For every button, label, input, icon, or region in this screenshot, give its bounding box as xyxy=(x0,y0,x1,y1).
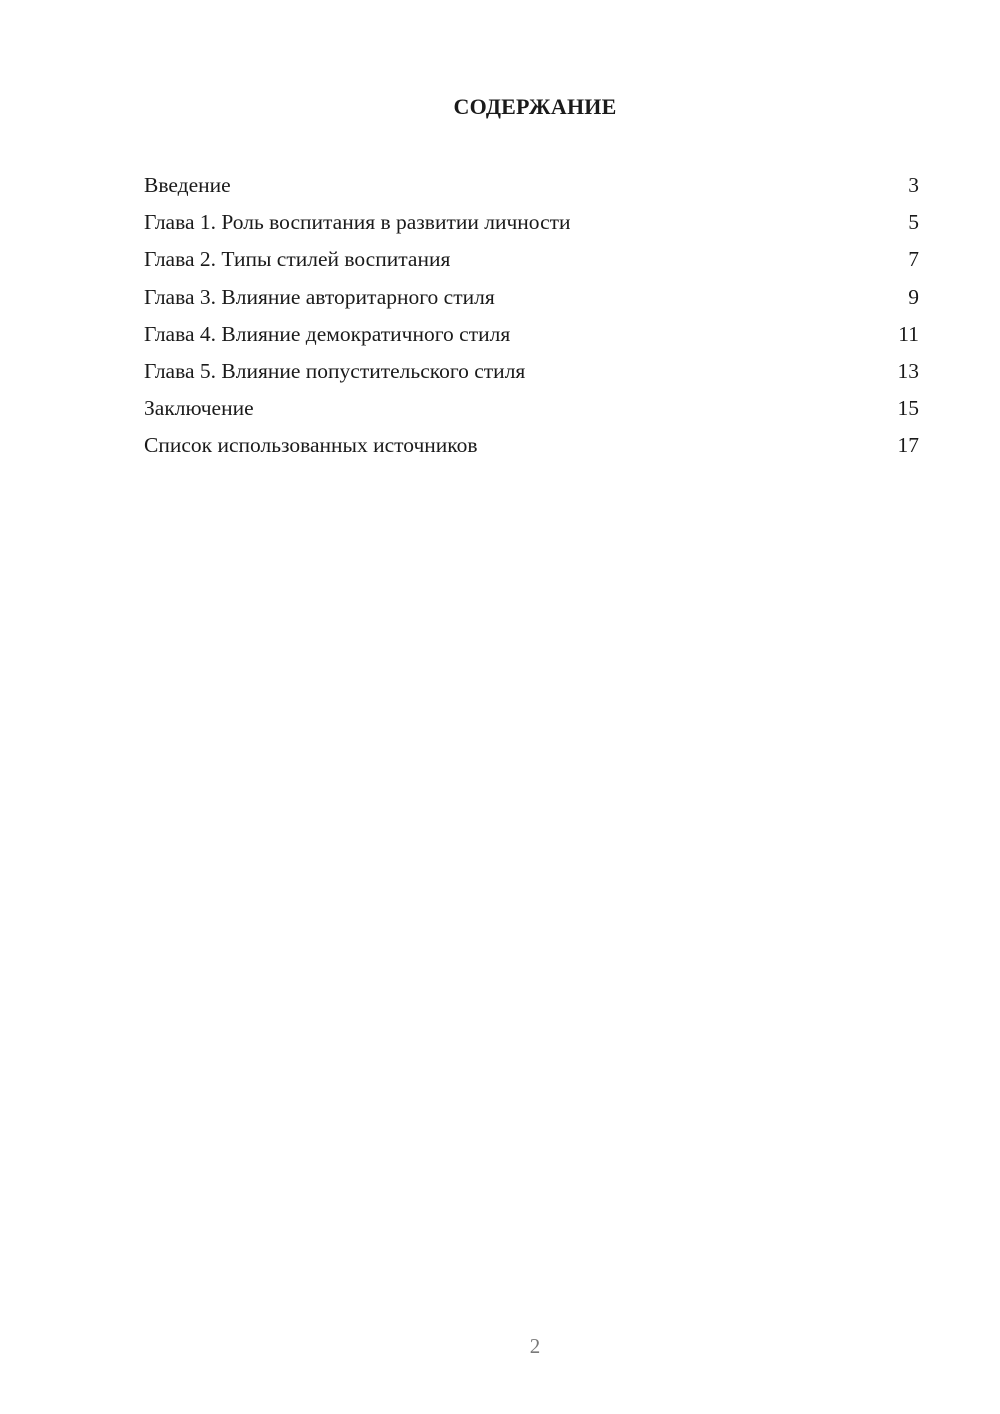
toc-item xyxy=(144,356,919,393)
page-number: 2 xyxy=(529,1334,541,1358)
page-title: СОДЕРЖАНИЕ xyxy=(453,94,617,119)
toc-item-page: 7 xyxy=(908,247,919,272)
toc-item xyxy=(144,207,919,244)
toc-item-page: 9 xyxy=(908,284,919,309)
toc-item xyxy=(144,393,919,430)
toc-item-page: 5 xyxy=(908,210,919,235)
toc-item-page: 13 xyxy=(897,358,919,383)
toc-item-label: Глава 2. Типы стилей воспитания xyxy=(144,247,451,272)
toc-item xyxy=(144,319,919,356)
toc-item-page: 15 xyxy=(897,396,919,421)
toc-item-label: Глава 3. Влияние авторитарного стиля xyxy=(144,284,495,309)
toc-item-page: 3 xyxy=(908,173,919,197)
toc-item-label: Глава 4. Влияние демократичного стиля xyxy=(144,321,511,346)
toc-item xyxy=(144,430,919,467)
toc-item-label: Список использованных источников xyxy=(144,433,478,458)
toc-item xyxy=(144,170,919,207)
toc-item-page: 17 xyxy=(897,433,919,458)
toc-item-label: Глава 5. Влияние попустительского стиля xyxy=(144,358,526,383)
toc-item-label: Глава 1. Роль воспитания в развитии личности xyxy=(144,210,571,235)
toc-item xyxy=(144,244,919,281)
toc-item-page: 11 xyxy=(898,321,919,346)
toc-item-label: Заключение xyxy=(144,396,254,421)
toc-item xyxy=(144,282,919,319)
table-of-contents xyxy=(144,170,919,468)
toc-item-label: Введение xyxy=(144,173,231,197)
